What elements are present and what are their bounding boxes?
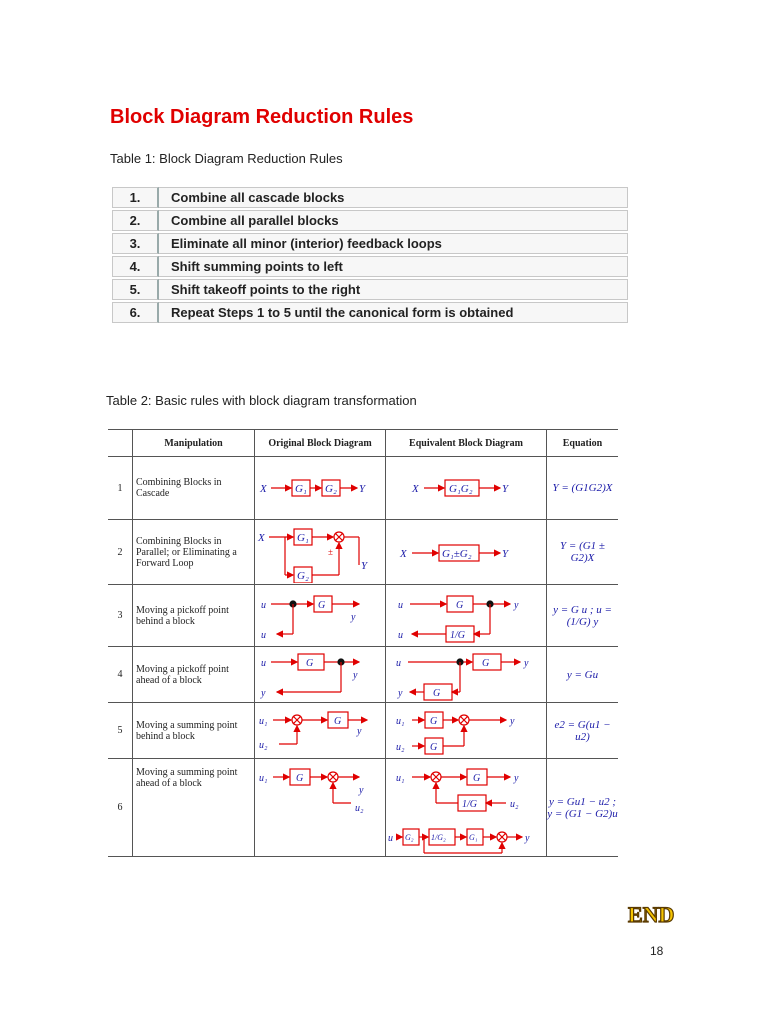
table2-caption: Table 2: Basic rules with block diagram transformation bbox=[106, 393, 417, 408]
rule-number: 5. bbox=[112, 279, 159, 300]
rule-number: 2. bbox=[112, 210, 159, 231]
svg-text:y: y bbox=[359, 785, 364, 796]
end-logo bbox=[626, 900, 682, 933]
svg-text:X: X bbox=[258, 532, 265, 544]
page-title: Block Diagram Reduction Rules bbox=[110, 106, 414, 128]
svg-text:u₁: u₁ bbox=[259, 715, 268, 727]
svg-text:y: y bbox=[514, 599, 519, 611]
svg-text:u: u bbox=[261, 629, 266, 641]
svg-text:Y: Y bbox=[502, 483, 509, 495]
row-number: 1 bbox=[108, 457, 133, 520]
table-row bbox=[112, 256, 628, 277]
original-diagram bbox=[255, 585, 386, 647]
svg-text:y: y bbox=[353, 669, 358, 681]
rule-text: Shift takeoff points to the right bbox=[159, 279, 628, 300]
svg-text:u₂: u₂ bbox=[510, 799, 519, 810]
svg-text:G: G bbox=[334, 715, 342, 727]
svg-text:G₁G₂: G₁G₂ bbox=[449, 483, 473, 495]
equivalent-diagram bbox=[386, 585, 547, 647]
svg-text:G: G bbox=[473, 773, 481, 784]
svg-text:G₂: G₂ bbox=[325, 483, 337, 495]
equation: Y = (G1G2)X bbox=[547, 457, 619, 520]
svg-text:G₁±G₂: G₁±G₂ bbox=[442, 548, 472, 560]
manipulation-text: Combining Blocks in Cascade bbox=[133, 457, 255, 520]
svg-text:u: u bbox=[261, 657, 266, 669]
rule-text: Shift summing points to left bbox=[159, 256, 628, 277]
table-row bbox=[112, 187, 628, 208]
table-row bbox=[108, 703, 618, 759]
svg-text:G: G bbox=[306, 657, 314, 669]
svg-text:y: y bbox=[514, 773, 519, 784]
col-equivalent: Equivalent Block Diagram bbox=[386, 430, 547, 457]
svg-text:X: X bbox=[260, 483, 267, 495]
row-number: 4 bbox=[108, 647, 133, 703]
manipulation-text: Combining Blocks in Parallel; or Eliminating a Forward Loop bbox=[133, 520, 255, 585]
svg-text:G₂: G₂ bbox=[297, 570, 309, 582]
manipulation-text: Moving a summing point ahead of a block bbox=[133, 759, 255, 857]
table-row bbox=[108, 585, 618, 647]
svg-text:u: u bbox=[261, 599, 266, 611]
svg-text:1/G₂: 1/G₂ bbox=[431, 833, 446, 842]
equivalent-diagram bbox=[386, 759, 547, 857]
svg-text:Y: Y bbox=[502, 548, 509, 560]
rule-text: Combine all cascade blocks bbox=[159, 187, 628, 208]
svg-text:G: G bbox=[482, 657, 490, 669]
table-row bbox=[112, 279, 628, 300]
equation: y = G u ; u = (1/G) y bbox=[547, 585, 619, 647]
svg-text:u₂: u₂ bbox=[396, 741, 405, 753]
transformation-table bbox=[108, 429, 618, 857]
reduction-rules-table bbox=[112, 185, 628, 325]
svg-text:G₂: G₂ bbox=[405, 833, 414, 842]
col-original: Original Block Diagram bbox=[255, 430, 386, 457]
table-row bbox=[112, 233, 628, 254]
rule-number: 6. bbox=[112, 302, 159, 323]
original-diagram bbox=[255, 703, 386, 759]
equation: Y = (G1 ± G2)X bbox=[547, 520, 619, 585]
svg-text:u: u bbox=[398, 599, 403, 611]
rule-number: 3. bbox=[112, 233, 159, 254]
svg-text:X: X bbox=[400, 548, 407, 560]
table-row bbox=[108, 647, 618, 703]
original-diagram bbox=[255, 520, 386, 585]
svg-text:G: G bbox=[430, 715, 438, 727]
equivalent-diagram bbox=[386, 703, 547, 759]
svg-text:G: G bbox=[430, 741, 438, 753]
svg-text:X: X bbox=[412, 483, 419, 495]
rule-text: Combine all parallel blocks bbox=[159, 210, 628, 231]
table-row bbox=[108, 520, 618, 585]
svg-text:y: y bbox=[510, 715, 515, 727]
original-diagram bbox=[255, 457, 386, 520]
svg-text:u: u bbox=[396, 657, 401, 669]
page-number: 18 bbox=[650, 944, 664, 958]
rule-text: Eliminate all minor (interior) feedback loops bbox=[159, 233, 628, 254]
svg-text:u₁: u₁ bbox=[396, 773, 405, 784]
svg-text:G₁: G₁ bbox=[297, 532, 309, 544]
svg-text:y: y bbox=[261, 687, 266, 699]
svg-text:y: y bbox=[351, 611, 356, 623]
svg-text:u₁: u₁ bbox=[396, 715, 405, 727]
svg-text:G: G bbox=[318, 599, 326, 611]
svg-text:y: y bbox=[357, 725, 362, 737]
svg-text:y: y bbox=[398, 687, 403, 699]
equation: y = Gu1 − u2 ; y = (G1 − G2)u bbox=[547, 759, 619, 857]
rule-number: 4. bbox=[112, 256, 159, 277]
equivalent-diagram bbox=[386, 520, 547, 585]
svg-text:G₁: G₁ bbox=[469, 833, 478, 842]
svg-text:y: y bbox=[524, 657, 529, 669]
equivalent-diagram bbox=[386, 647, 547, 703]
col-num bbox=[108, 430, 133, 457]
svg-text:1/G: 1/G bbox=[462, 799, 477, 810]
manipulation-text: Moving a pickoff point behind a block bbox=[133, 585, 255, 647]
svg-text:u₂: u₂ bbox=[259, 739, 268, 751]
original-diagram bbox=[255, 759, 386, 857]
equation: e2 = G(u1 − u2) bbox=[547, 703, 619, 759]
table1-caption: Table 1: Block Diagram Reduction Rules bbox=[110, 151, 343, 166]
svg-text:END: END bbox=[628, 902, 675, 927]
svg-text:u: u bbox=[388, 833, 393, 844]
svg-text:G: G bbox=[433, 687, 441, 699]
svg-text:u₁: u₁ bbox=[259, 773, 268, 784]
svg-text:u₂: u₂ bbox=[355, 803, 364, 814]
svg-text:y: y bbox=[525, 833, 530, 844]
table-row bbox=[108, 759, 618, 857]
col-manipulation: Manipulation bbox=[133, 430, 255, 457]
row-number: 2 bbox=[108, 520, 133, 585]
row-number: 5 bbox=[108, 703, 133, 759]
equation: y = Gu bbox=[547, 647, 619, 703]
table-row bbox=[112, 302, 628, 323]
row-number: 6 bbox=[108, 759, 133, 857]
svg-text:G: G bbox=[456, 599, 464, 611]
manipulation-text: Moving a pickoff point ahead of a block bbox=[133, 647, 255, 703]
row-number: 3 bbox=[108, 585, 133, 647]
manipulation-text: Moving a summing point behind a block bbox=[133, 703, 255, 759]
svg-text:G: G bbox=[296, 773, 304, 784]
original-diagram bbox=[255, 647, 386, 703]
svg-text:G₁: G₁ bbox=[295, 483, 307, 495]
svg-text:u: u bbox=[398, 629, 403, 641]
table-row bbox=[112, 210, 628, 231]
equivalent-diagram bbox=[386, 457, 547, 520]
svg-text:Y: Y bbox=[361, 560, 368, 572]
svg-text:1/G: 1/G bbox=[450, 629, 465, 641]
table-row bbox=[108, 457, 618, 520]
col-equation: Equation bbox=[547, 430, 619, 457]
rule-number: 1. bbox=[112, 187, 159, 208]
svg-text:Y: Y bbox=[359, 483, 366, 495]
rule-text: Repeat Steps 1 to 5 until the canonical form is obtained bbox=[159, 302, 628, 323]
svg-text:±: ± bbox=[328, 547, 333, 557]
